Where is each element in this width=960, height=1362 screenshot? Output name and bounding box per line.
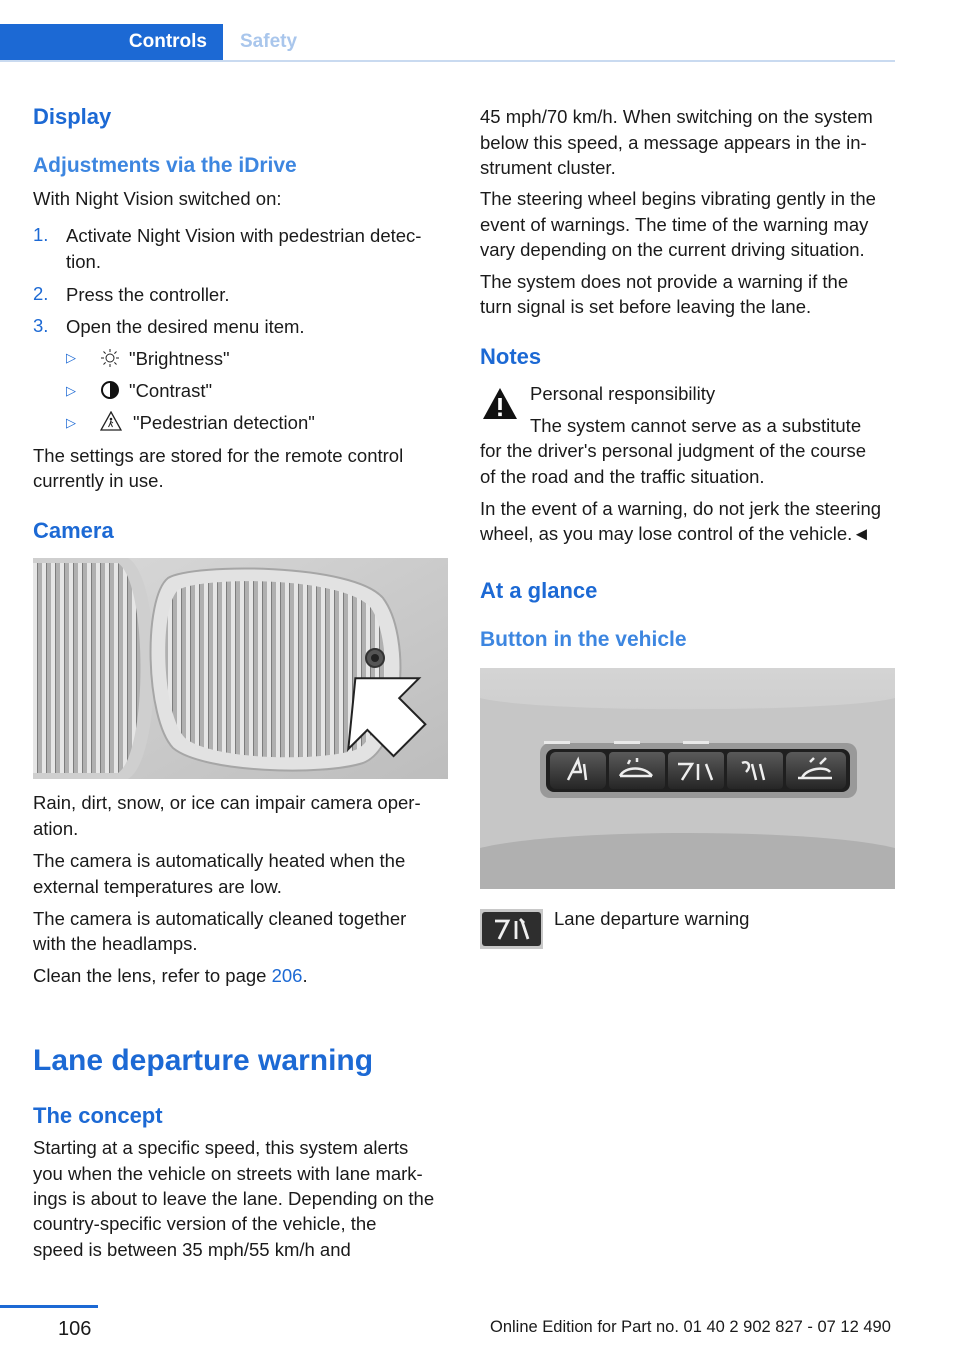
step-text: Activate Night Vision with pedestrian detec‐ bbox=[66, 225, 422, 246]
menu-item-contrast[interactable]: "Contrast" bbox=[129, 380, 213, 401]
at-a-glance-heading: At a glance bbox=[480, 578, 598, 603]
step-text: tion. bbox=[66, 251, 101, 272]
concept-text: you when the vehicle on streets with lane mark‐ bbox=[33, 1163, 423, 1184]
warning-text: of the road and the traffic situation. bbox=[480, 466, 765, 487]
settings-text: The settings are stored for the remote control bbox=[33, 445, 404, 466]
step-number: 1. bbox=[33, 224, 49, 245]
lane-departure-heading: Lane departure warning bbox=[33, 1044, 374, 1077]
tab-controls[interactable]: Controls bbox=[0, 24, 223, 60]
step-number: 3. bbox=[33, 315, 49, 336]
step-number: 2. bbox=[33, 283, 49, 304]
brightness-icon bbox=[100, 348, 120, 368]
menu-item-pedestrian[interactable]: "Pedestrian detection" bbox=[133, 412, 315, 433]
camera-text: Rain, dirt, snow, or ice can impair camera oper‐ bbox=[33, 792, 421, 813]
concept-text: country-specific version of the vehicle, the bbox=[33, 1213, 377, 1234]
settings-text: currently in use. bbox=[33, 470, 164, 491]
footer-divider bbox=[0, 1305, 98, 1308]
button-heading: Button in the vehicle bbox=[480, 628, 687, 651]
tab-safety[interactable]: Safety bbox=[240, 31, 298, 52]
camera-text: The camera is automatically cleaned together bbox=[33, 908, 407, 929]
display-heading: Display bbox=[33, 104, 112, 129]
clean-lens-prefix: Clean the lens, refer to page bbox=[33, 965, 272, 986]
speed-text: below this speed, a message appears in the in‐ bbox=[480, 132, 867, 153]
notes-heading: Notes bbox=[480, 344, 542, 369]
adjust-intro: With Night Vision switched on: bbox=[33, 188, 282, 209]
turn-signal-text: turn signal is set before leaving the lane. bbox=[480, 296, 812, 317]
clean-lens-suffix: . bbox=[302, 965, 308, 986]
clean-lens-text bbox=[33, 963, 308, 989]
jerk-text: wheel, as you may lose control of the vehicle.◄ bbox=[480, 523, 871, 544]
concept-text: speed is between 35 mph/55 km/h and bbox=[33, 1239, 351, 1260]
adjustments-heading: Adjustments via the iDrive bbox=[33, 154, 297, 177]
menu-item-brightness[interactable]: "Brightness" bbox=[129, 348, 230, 369]
vibration-text: event of warnings. The time of the warning may bbox=[480, 214, 869, 235]
vibration-text: The steering wheel begins vibrating gently in the bbox=[480, 188, 876, 209]
warning-text: for the driver's personal judgment of the course bbox=[480, 440, 867, 461]
camera-grille-photo bbox=[33, 558, 448, 779]
vibration-text: vary depending on the current driving situation. bbox=[480, 239, 865, 260]
warning-triangle-icon bbox=[480, 385, 520, 423]
bullet-triangle-icon: ▷ bbox=[66, 383, 76, 398]
camera-text: The camera is automatically heated when the bbox=[33, 850, 406, 871]
concept-heading: The concept bbox=[33, 1103, 163, 1128]
bullet-triangle-icon: ▷ bbox=[66, 415, 76, 430]
edition-footer: Online Edition for Part no. 01 40 2 902 827 - 07 12 490 bbox=[490, 1318, 891, 1336]
camera-text: ation. bbox=[33, 818, 79, 839]
concept-text: Starting at a specific speed, this system alerts bbox=[33, 1137, 409, 1158]
button-panel-photo bbox=[480, 668, 895, 889]
concept-text: ings is about to leave the lane. Depending on the bbox=[33, 1188, 435, 1209]
page-link[interactable]: 206 bbox=[271, 965, 303, 986]
speed-text: strument cluster. bbox=[480, 157, 616, 178]
camera-text: external temperatures are low. bbox=[33, 876, 282, 897]
warning-text: The system cannot serve as a substitute bbox=[530, 415, 862, 436]
pedestrian-warning-icon bbox=[100, 411, 122, 431]
header-tabs bbox=[0, 24, 895, 62]
lane-departure-label: Lane departure warning bbox=[554, 908, 750, 929]
jerk-text: In the event of a warning, do not jerk the steering bbox=[480, 498, 882, 519]
camera-heading: Camera bbox=[33, 518, 114, 543]
speed-text: 45 mph/70 km/h. When switching on the system bbox=[480, 106, 873, 127]
page-number: 106 bbox=[58, 1318, 92, 1340]
step-text: Press the controller. bbox=[66, 284, 230, 305]
contrast-icon bbox=[100, 380, 120, 400]
turn-signal-text: The system does not provide a warning if the bbox=[480, 271, 849, 292]
camera-text: with the headlamps. bbox=[33, 933, 198, 954]
bullet-triangle-icon: ▷ bbox=[66, 350, 76, 365]
step-text: Open the desired menu item. bbox=[66, 316, 305, 337]
lane-departure-button-icon bbox=[480, 909, 543, 949]
header-divider bbox=[0, 60, 895, 62]
warning-title: Personal responsibility bbox=[530, 383, 716, 404]
